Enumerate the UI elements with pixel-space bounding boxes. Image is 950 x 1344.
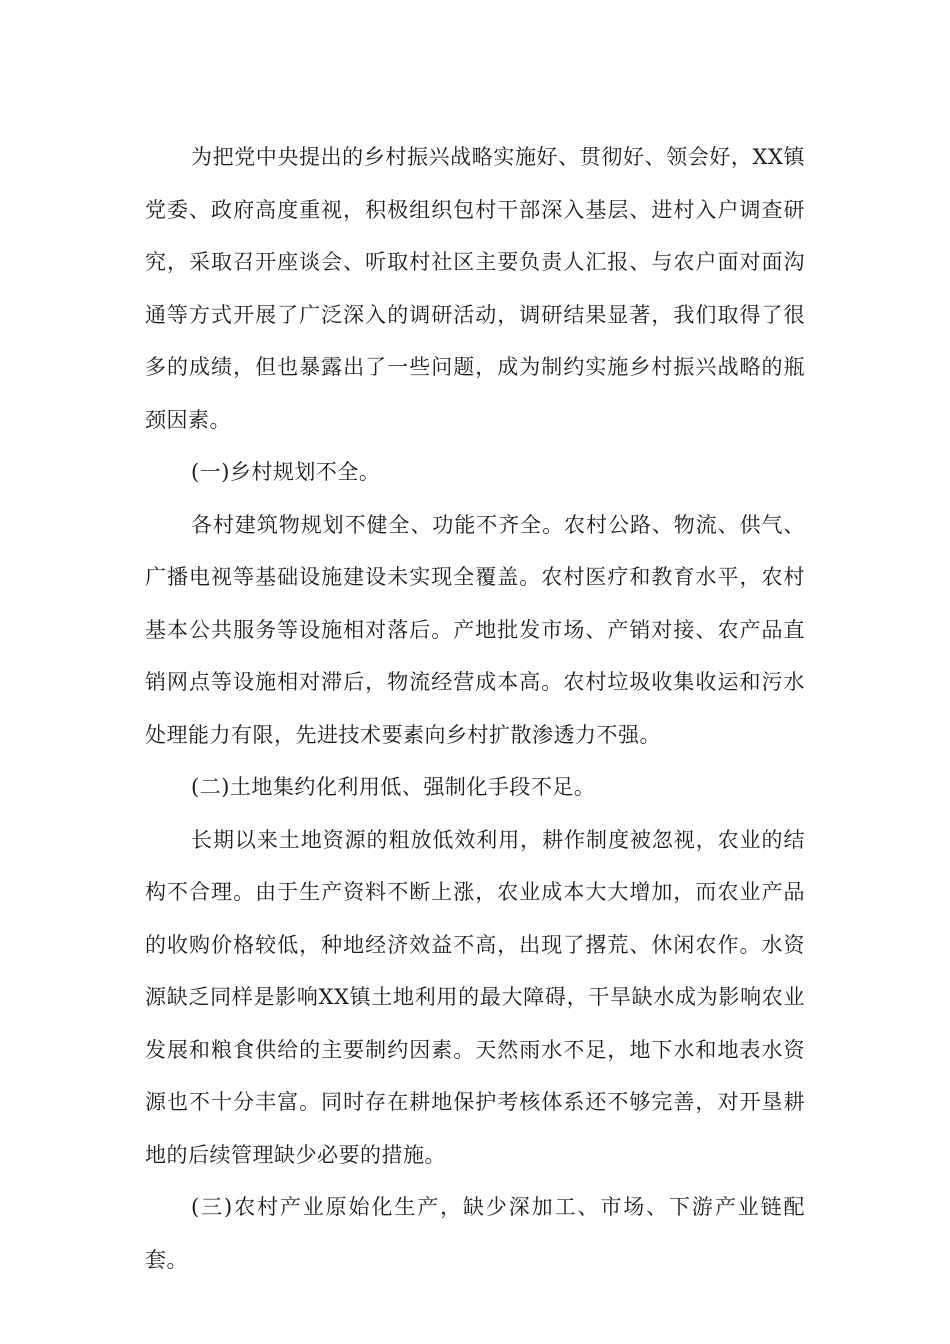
document-body [145,131,805,1286]
section-body-2: 长期以来土地资源的粗放低效利用，耕作制度被忽视，农业的结构不合理。由于生产资料不断上涨，农业成本大大增加，而农业产品的收购价格较低，种地经济效益不高，出现了撂荒、休闲农作。水资源缺乏同样是影响XX镇土地利用的最大障碍，干旱缺水成为影响农业发展和粮食供给的主要制约因素。天然雨水不足，地下水和地表水资源也不十分丰富。同时存在耕地保护考核体系还不够完善，对开垦耕地的后续管理缺少必要的措施。 [145,827,805,1167]
section-heading-3: (三)农村产业原始化生产，缺少深加工、市场、下游产业链配套。 [145,1195,805,1272]
intro-paragraph: 为把党中央提出的乡村振兴战略实施好、贯彻好、领会好，XX镇党委、政府高度重视，积极组织包村干部深入基层、进村入户调查研究，采取召开座谈会、听取村社区主要负责人汇报、与农户面对面沟通等方式开展了广泛深入的调研活动，调研结果显著，我们取得了很多的成绩，但也暴露出了一些问题，成为制约实施乡村振兴战略的瓶颈因素。 [145,145,805,432]
section-heading-2: (二)土地集约化利用低、强制化手段不足。 [191,775,596,799]
section-heading-1: (一)乡村规划不全。 [191,460,381,484]
section-body-1: 各村建筑物规划不健全、功能不齐全。农村公路、物流、供气、广播电视等基础设施建设未实现全覆盖。农村医疗和教育水平，农村基本公共服务等设施相对落后。产地批发市场、产销对接、农产品直销网点等设施相对滞后，物流经营成本高。农村垃圾收集收运和污水处理能力有限，先进技术要素向乡村扩散渗透力不强。 [145,512,805,747]
